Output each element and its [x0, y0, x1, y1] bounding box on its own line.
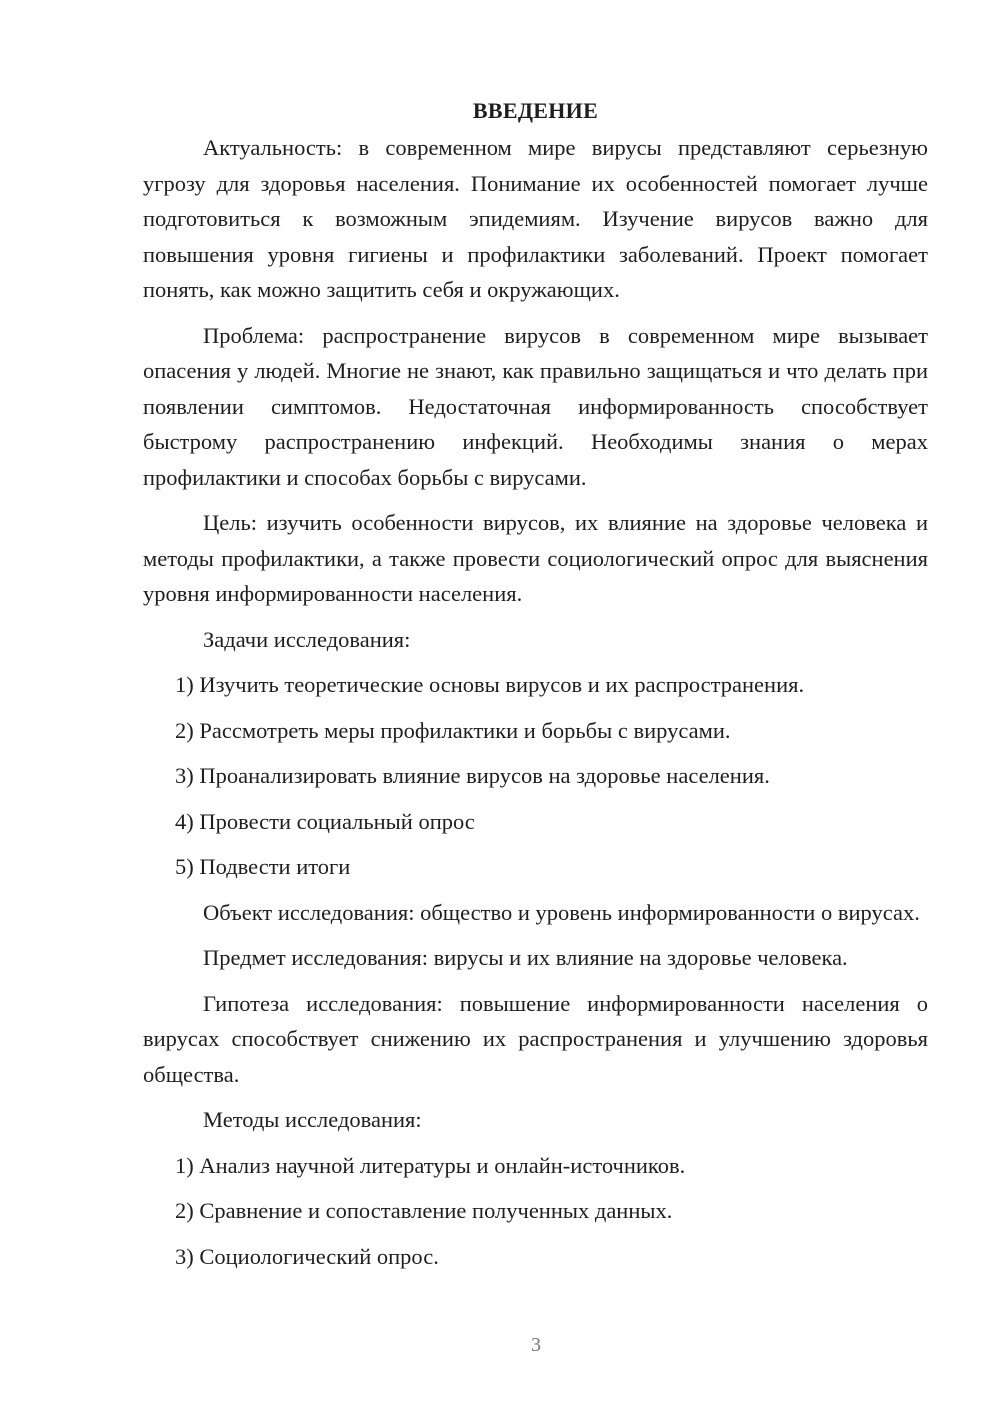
goal-paragraph: Цель: изучить особенности вирусов, их влияние на здоровье человека и методы профилактики, а также провести социологический опрос для выяснения уровня информированности населения.	[143, 510, 928, 606]
page-number: 3	[531, 1334, 541, 1356]
method-item: 1) Анализ научной литературы и онлайн-источников.	[175, 1152, 686, 1178]
section-heading: ВВЕДЕНИЕ	[472, 98, 599, 123]
document-body	[143, 96, 928, 1284]
subject-paragraph: Предмет исследования: вирусы и их влияние на здоровье человека.	[203, 945, 848, 970]
tasks-list	[143, 667, 928, 885]
task-item: 3) Проанализировать влияние вирусов на здоровье населения.	[175, 763, 770, 788]
hypothesis-paragraph: Гипотеза исследования: повышение информированности населения о вирусах способствует снижению их распространения и улучшению здоровья общества.	[143, 990, 928, 1087]
relevance-paragraph: Актуальность: в современном мире вирусы представляют серьезную угрозу для здоровья населения. Понимание их особенностей помогает лучше подготовиться к возможным эпидемиям. Изучение вирусов важно для повышения уровня гигиены и профилактики заболеваний. Проект помогает понять, как можно защитить себя и окружающих.	[143, 135, 928, 302]
task-item: 1) Изучить теоретические основы вирусов и их распространения.	[175, 672, 805, 697]
object-paragraph: Объект исследования: общество и уровень информированности о вирусах.	[203, 899, 920, 925]
task-item: 4) Провести социальный опрос	[175, 808, 475, 834]
methods-title: Методы исследования:	[203, 1107, 422, 1132]
task-item: 5) Подвести итоги	[175, 854, 351, 879]
method-item: 3) Социологический опрос.	[175, 1243, 439, 1269]
tasks-title: Задачи исследования:	[203, 626, 411, 652]
method-item: 2) Сравнение и сопоставление полученных данных.	[175, 1198, 673, 1223]
problem-paragraph: Проблема: распространение вирусов в современном мире вызывает опасения у людей. Многие не знают, как правильно защищаться и что делать при появлении симптомов. Недостаточная информированность способствует быстрому распространению инфекций. Необходимы знания о мерах профилактики и способах борьбы с вирусами.	[143, 322, 928, 490]
task-item: 2) Рассмотреть меры профилактики и борьбы с вирусами.	[175, 717, 731, 743]
methods-list	[143, 1148, 928, 1275]
